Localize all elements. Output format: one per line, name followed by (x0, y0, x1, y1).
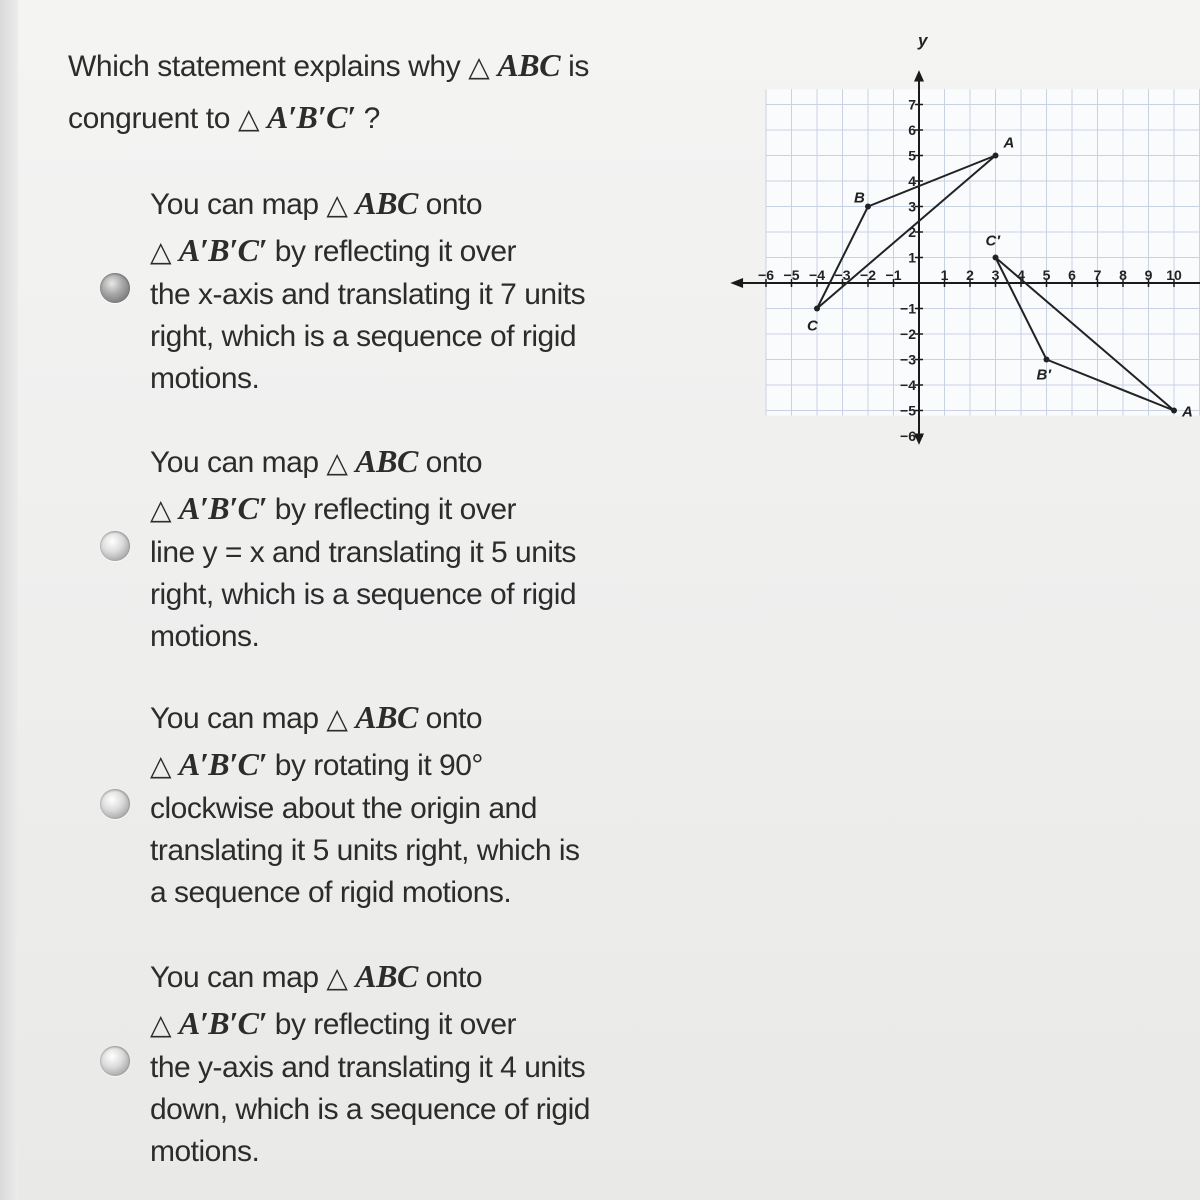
question-text: Which statement explains why (68, 50, 461, 83)
triangle-symbol: △ (326, 447, 348, 478)
question-prompt (68, 40, 668, 144)
triangle-abc-prime-vertex-c (993, 255, 999, 261)
option-line: by reflecting it over (274, 1008, 517, 1041)
y-tick-label: 4 (908, 173, 916, 189)
triangle-symbol: △ (326, 962, 348, 993)
y-tick-label: −6 (900, 428, 916, 444)
option-line: onto (425, 961, 483, 994)
triangle-abc-prime-label-a: A (1182, 403, 1193, 421)
option-text (150, 438, 670, 658)
grid-background (766, 89, 1200, 415)
option-line: the y-axis and translating it 4 units (150, 1051, 586, 1084)
coordinate-graph (720, 25, 1200, 455)
x-tick-label: −6 (758, 267, 774, 283)
triangle-abc-vertex-c (814, 306, 820, 312)
triangle-name: ABC (355, 185, 418, 221)
y-tick-label: −2 (900, 326, 916, 342)
y-tick-label: 6 (908, 122, 916, 138)
triangle-symbol: △ (468, 51, 490, 82)
triangle-symbol: △ (326, 703, 348, 734)
x-tick-label: −4 (809, 267, 825, 283)
radio-button[interactable] (100, 789, 130, 819)
option-line: by reflecting it over (274, 235, 517, 268)
y-tick-label: 2 (908, 224, 916, 240)
question-line-1 (68, 40, 668, 92)
option-line: translating it 5 units right, which is (150, 834, 580, 867)
y-tick-label: −4 (900, 377, 916, 393)
triangle-abc-vertex-a (993, 153, 999, 159)
triangle-abc-label-a: A (1003, 134, 1015, 152)
x-tick-label: 3 (991, 267, 1000, 283)
triangle-abc-vertex-b (865, 204, 871, 210)
triangle-name: A′B′C′ (178, 746, 267, 782)
y-tick-label: 1 (908, 249, 916, 266)
triangle-symbol: △ (326, 189, 348, 220)
triangle-name: A′B′C′ (178, 232, 267, 268)
option-line: motions. (150, 620, 260, 653)
x-tick-label: 9 (1144, 267, 1153, 283)
x-axis-arrow (730, 278, 743, 288)
triangle-abc-prime-label-c: C′ (985, 232, 1000, 250)
option-line: motions. (150, 362, 260, 395)
triangle-symbol: △ (150, 494, 172, 525)
y-tick-label: 7 (908, 96, 916, 113)
x-tick-label: 5 (1042, 267, 1051, 283)
triangle-name: ABC (355, 699, 418, 735)
x-tick-label: −1 (885, 267, 902, 283)
x-tick-label: 8 (1119, 267, 1127, 283)
option-line: onto (425, 446, 483, 479)
y-axis-arrow-up (914, 70, 924, 81)
triangle-symbol: △ (150, 750, 172, 781)
y-tick-label: −1 (900, 300, 916, 317)
option-line: motions. (150, 1135, 260, 1168)
x-tick-label: 2 (966, 267, 974, 283)
grid (766, 89, 1200, 415)
triangle-abc-prime-label-b: B′ (1036, 366, 1051, 384)
radio-button[interactable] (100, 531, 130, 561)
option-line: clockwise about the origin and (150, 792, 537, 825)
triangle-name-abc: ABC (497, 47, 561, 83)
option-line: line y = x and translating it 5 units (150, 536, 576, 569)
triangle-name: ABC (355, 443, 418, 479)
question-text: ? (363, 102, 380, 135)
question-line-2 (68, 92, 668, 144)
triangle-name: A′B′C′ (178, 490, 267, 526)
option-line: by rotating it 90° (274, 749, 483, 782)
option-text (150, 953, 670, 1173)
x-tick-label: −3 (834, 267, 851, 283)
option-line: onto (425, 188, 483, 221)
left-edge (0, 0, 18, 1200)
x-tick-label: 1 (940, 267, 949, 283)
triangle-symbol: △ (237, 103, 260, 134)
y-tick-label: −5 (900, 402, 916, 419)
option-text (150, 180, 670, 400)
triangle-symbol: △ (150, 1009, 172, 1040)
triangle-abc-prime-vertex-b (1044, 357, 1050, 363)
radio-button[interactable] (100, 273, 130, 303)
option-line: onto (425, 702, 483, 735)
option-line: You can map (150, 702, 319, 735)
option-line: You can map (150, 446, 319, 479)
x-tick-label: 7 (1093, 267, 1102, 283)
option-line: right, which is a sequence of rigid (150, 320, 577, 353)
triangle-name: A′B′C′ (178, 1005, 267, 1041)
radio-button[interactable] (100, 1046, 130, 1076)
x-tick-label: −5 (783, 267, 800, 283)
y-tick-label: −3 (900, 351, 916, 368)
option-line: You can map (150, 188, 319, 221)
y-axis-label: y (918, 31, 928, 50)
y-tick-label: 5 (908, 147, 916, 164)
x-tick-label: 6 (1068, 267, 1076, 283)
x-tick-label: 10 (1166, 267, 1182, 283)
option-line: You can map (150, 961, 319, 994)
triangle-symbol: △ (150, 236, 172, 267)
option-line: right, which is a sequence of rigid (150, 578, 577, 611)
triangle-abc-label-b: B (854, 189, 865, 207)
option-line: a sequence of rigid motions. (150, 876, 512, 909)
x-tick-label: −2 (860, 267, 876, 283)
triangle-name: ABC (355, 958, 418, 994)
option-line: by reflecting it over (274, 493, 517, 526)
question-text: congruent to (68, 102, 230, 135)
option-line: the x-axis and translating it 7 units (150, 278, 586, 311)
x-tick-label: 4 (1017, 267, 1025, 283)
triangle-name-abc-prime: A′B′C′ (267, 99, 356, 135)
triangle-abc-prime-vertex-a (1171, 408, 1177, 414)
y-tick-label: 3 (908, 198, 916, 215)
option-text (150, 694, 670, 914)
triangle-abc-label-c: C (807, 317, 818, 335)
option-line: down, which is a sequence of rigid (150, 1093, 590, 1126)
question-text: is (568, 50, 589, 83)
